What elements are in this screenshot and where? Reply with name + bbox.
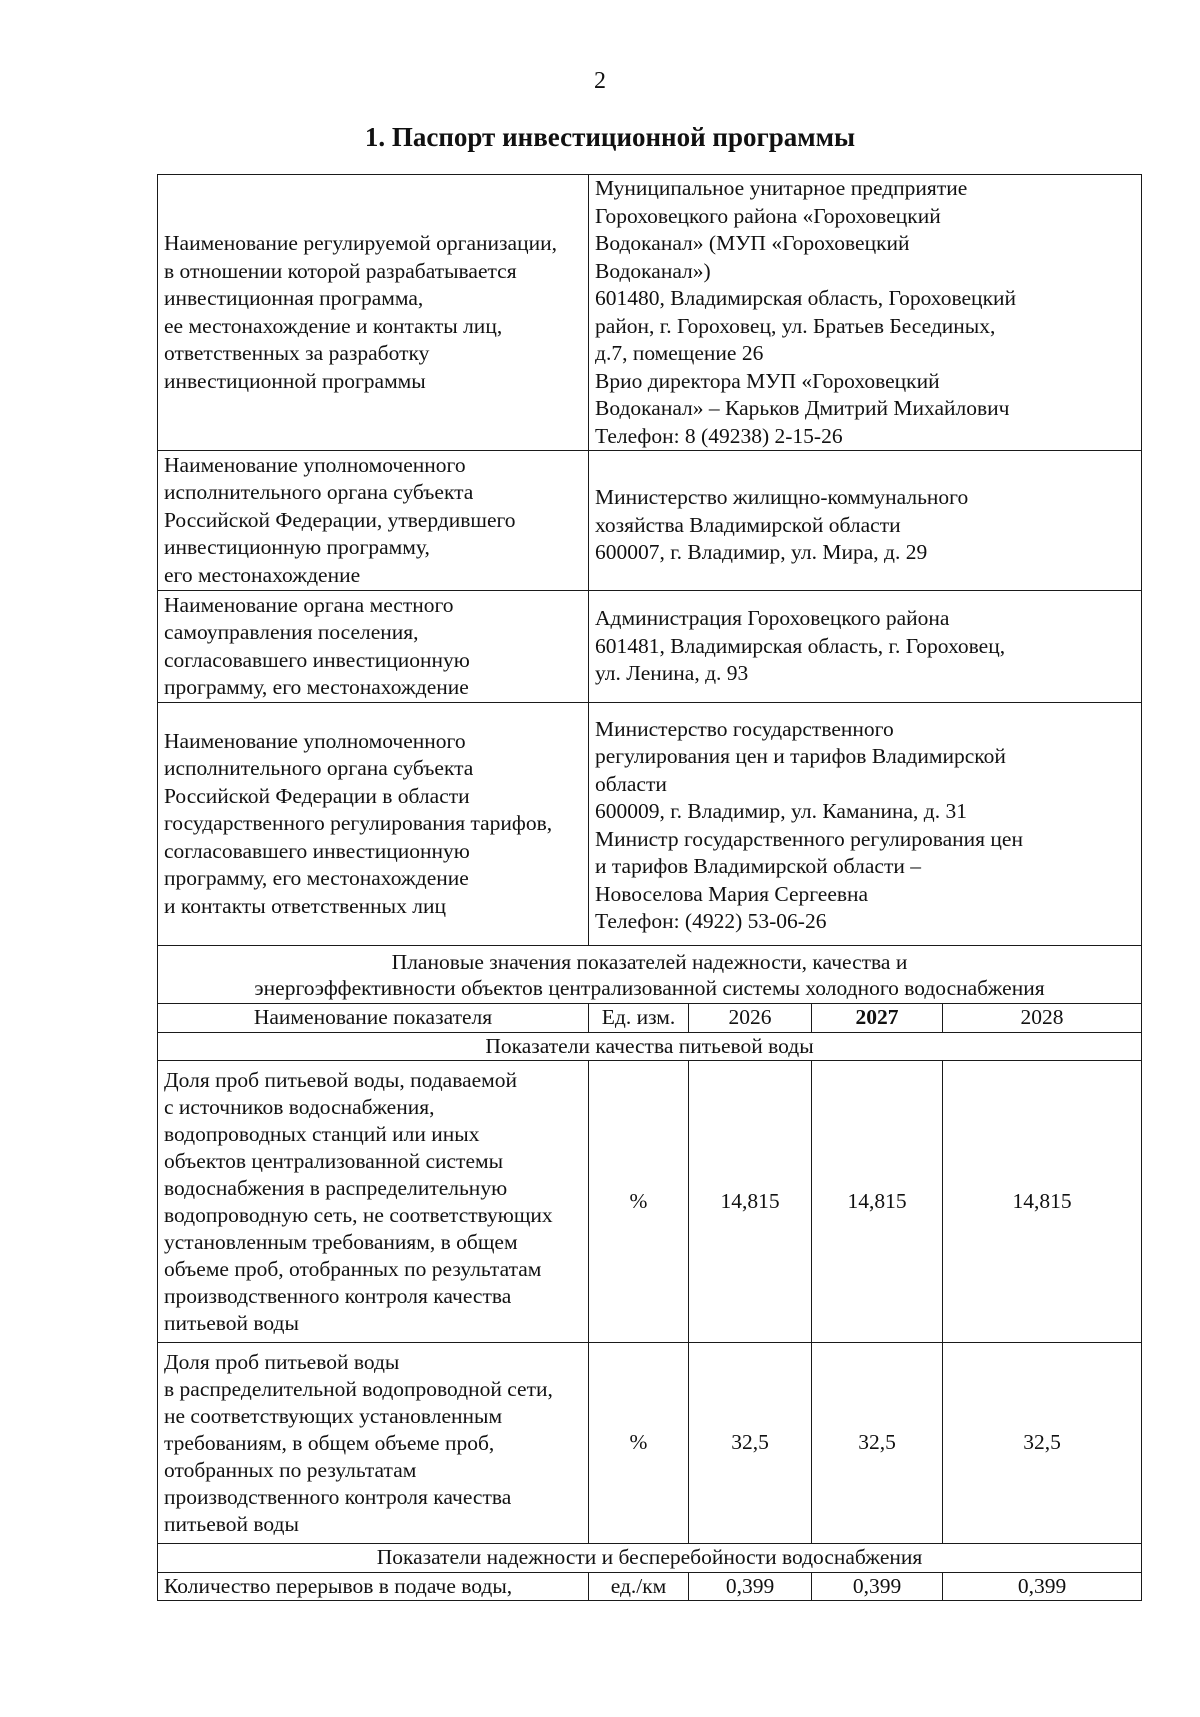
column-name-header: Наименование показателя: [158, 1004, 589, 1033]
passport-value: [589, 703, 1142, 946]
indicator-value-2026: 0,399: [689, 1572, 812, 1601]
passport-value: [589, 451, 1142, 591]
passport-label: [158, 591, 589, 703]
text-line: хозяйства Владимирской области: [595, 512, 901, 537]
text-line: согласовавшего инвестиционную: [164, 838, 470, 863]
text-line: 601481, Владимирская область, г. Гороховец,: [595, 633, 1006, 658]
text-line: 601480, Владимирская область, Гороховецкий: [595, 286, 1017, 310]
text-line: питьевой воды: [164, 1310, 299, 1335]
passport-row-organization: [158, 175, 1142, 451]
text-line: водоснабжения в распределительную: [164, 1175, 508, 1200]
text-line: в распределительной водопроводной сети,: [164, 1376, 553, 1401]
text-line: производственного контроля качества: [164, 1283, 512, 1308]
text-line: ответственных за разработку: [164, 341, 430, 365]
indicator-value-2027: 32,5: [812, 1343, 943, 1544]
text-line: области: [595, 771, 667, 796]
column-unit-header: Ед. изм.: [589, 1004, 689, 1033]
text-line: д.7, помещение 26: [595, 341, 764, 365]
text-line: инвестиционную программу,: [164, 535, 430, 560]
text-line: его местонахождение: [164, 562, 361, 587]
text-line: Российской Федерации в области: [164, 783, 470, 808]
passport-label: [158, 175, 589, 451]
page-number: 2: [594, 68, 606, 94]
text-line: производственного контроля качества: [164, 1484, 512, 1509]
passport-row-tariff-authority: [158, 703, 1142, 946]
indicator-value-2027: 0,399: [812, 1572, 943, 1601]
text-line: Наименование уполномоченного: [164, 452, 466, 477]
text-line: государственного регулирования тарифов,: [164, 811, 553, 836]
text-line: Наименование регулируемой организации,: [164, 231, 557, 255]
text-line: Министерство жилищно-коммунального: [595, 485, 969, 510]
text-line: Доля проб питьевой воды, подаваемой: [164, 1067, 518, 1092]
passport-table: [157, 174, 1142, 1601]
indicator-value-2026: 32,5: [689, 1343, 812, 1544]
passport-value: [589, 175, 1142, 451]
indicator-value-2028: 32,5: [943, 1343, 1142, 1544]
text-line: исполнительного органа субъекта: [164, 480, 474, 505]
text-line: питьевой воды: [164, 1511, 299, 1536]
section-quality-title: Показатели качества питьевой воды: [158, 1032, 1142, 1061]
text-line: Врио директора МУП «Гороховецкий: [595, 368, 940, 393]
text-line: 600009, г. Владимир, ул. Каманина, д. 31: [595, 799, 967, 823]
section-quality-row: [158, 1032, 1142, 1061]
text-line: программу, его местонахождение: [164, 675, 469, 699]
text-line: водопроводную сеть, не соответствующих: [164, 1202, 553, 1227]
indicator-value-2026: 14,815: [689, 1061, 812, 1343]
text-line: Новоселова Мария Сергеевна: [595, 881, 869, 906]
indicator-value-2028: 0,399: [943, 1572, 1142, 1601]
text-line: Муниципальное унитарное предприятие: [595, 176, 968, 200]
passport-value: [589, 591, 1142, 703]
text-line: Гороховецкого района «Гороховецкий: [595, 203, 941, 228]
text-line: объектов централизованной системы: [164, 1148, 504, 1173]
text-line: объеме проб, отобранных по результатам: [164, 1256, 542, 1281]
text-line: Министр государственного регулирования цен: [595, 826, 1023, 851]
passport-label: [158, 451, 589, 591]
text-line: Министерство государственного: [595, 716, 894, 741]
passport-label: [158, 703, 589, 946]
column-year-2028: 2028: [943, 1004, 1142, 1033]
section-reliability-title: Показатели надежности и бесперебойности водоснабжения: [158, 1544, 1142, 1573]
text-line: самоуправления поселения,: [164, 620, 419, 644]
indicator-name: [158, 1572, 589, 1601]
text-line: Плановые значения показателей надежности, качества и: [391, 949, 908, 974]
text-line: Водоканал»): [595, 258, 711, 283]
indicator-value-2027: 14,815: [812, 1061, 943, 1343]
text-line: район, г. Гороховец, ул. Братьев Бесединых,: [595, 313, 996, 338]
text-line: Доля проб питьевой воды: [164, 1349, 400, 1374]
indicator-row: [158, 1343, 1142, 1544]
indicators-heading: [158, 946, 1142, 1004]
text-line: согласовавшего инвестиционную: [164, 647, 470, 672]
text-line: установленным требованиям, в общем: [164, 1229, 518, 1254]
passport-row-approving-body: [158, 451, 1142, 591]
passport-row-local-authority: [158, 591, 1142, 703]
indicator-value-2028: 14,815: [943, 1061, 1142, 1343]
text-line: не соответствующих установленным: [164, 1403, 503, 1428]
text-line: энергоэффективности объектов централизованной системы холодного водоснабжения: [254, 975, 1045, 1000]
column-year-2027: 2027: [812, 1004, 943, 1033]
text-line: Водоканал» (МУП «Гороховецкий: [595, 231, 910, 255]
text-line: с источников водоснабжения,: [164, 1094, 435, 1119]
text-line: требованиям, в общем объеме проб,: [164, 1430, 495, 1455]
section-reliability-row: [158, 1544, 1142, 1573]
text-line: в отношении которой разрабатывается: [164, 258, 517, 283]
text-line: Наименование уполномоченного: [164, 728, 466, 753]
text-line: водопроводных станций или иных: [164, 1121, 480, 1146]
text-line: Российской Федерации, утвердившего: [164, 507, 516, 532]
text-line: ее местонахождение и контакты лиц,: [164, 313, 503, 338]
indicator-unit: %: [589, 1061, 689, 1343]
indicator-unit: ед./км: [589, 1572, 689, 1601]
text-line: регулирования цен и тарифов Владимирской: [595, 744, 1006, 768]
indicator-name: [158, 1061, 589, 1343]
text-line: программу, его местонахождение: [164, 866, 469, 891]
text-line: ул. Ленина, д. 93: [595, 661, 749, 686]
indicator-name: [158, 1343, 589, 1544]
text-line: инвестиционная программа,: [164, 286, 424, 310]
text-line: и тарифов Владимирской области –: [595, 854, 921, 878]
text-line: Водоканал» – Карьков Дмитрий Михайлович: [595, 396, 1010, 420]
document-title: 1. Паспорт инвестиционной программы: [364, 122, 856, 152]
text-line: 600007, г. Владимир, ул. Мира, д. 29: [595, 540, 928, 565]
indicator-unit: %: [589, 1343, 689, 1544]
text-line: Наименование органа местного: [164, 592, 454, 617]
text-line: Телефон: (4922) 53-06-26: [595, 909, 827, 933]
text-line: Количество перерывов в подаче воды,: [164, 1573, 513, 1598]
text-line: отобранных по результатам: [164, 1457, 417, 1482]
column-year-2026: 2026: [689, 1004, 812, 1033]
indicators-heading-row: [158, 946, 1142, 1004]
indicators-column-header: [158, 1004, 1142, 1033]
text-line: инвестиционной программы: [164, 368, 426, 393]
text-line: исполнительного органа субъекта: [164, 756, 474, 781]
text-line: Администрация Гороховецкого района: [595, 606, 950, 631]
indicator-row: [158, 1572, 1142, 1601]
text-line: и контакты ответственных лиц: [164, 893, 446, 918]
text-line: Телефон: 8 (49238) 2-15-26: [595, 423, 843, 448]
indicator-row: [158, 1061, 1142, 1343]
